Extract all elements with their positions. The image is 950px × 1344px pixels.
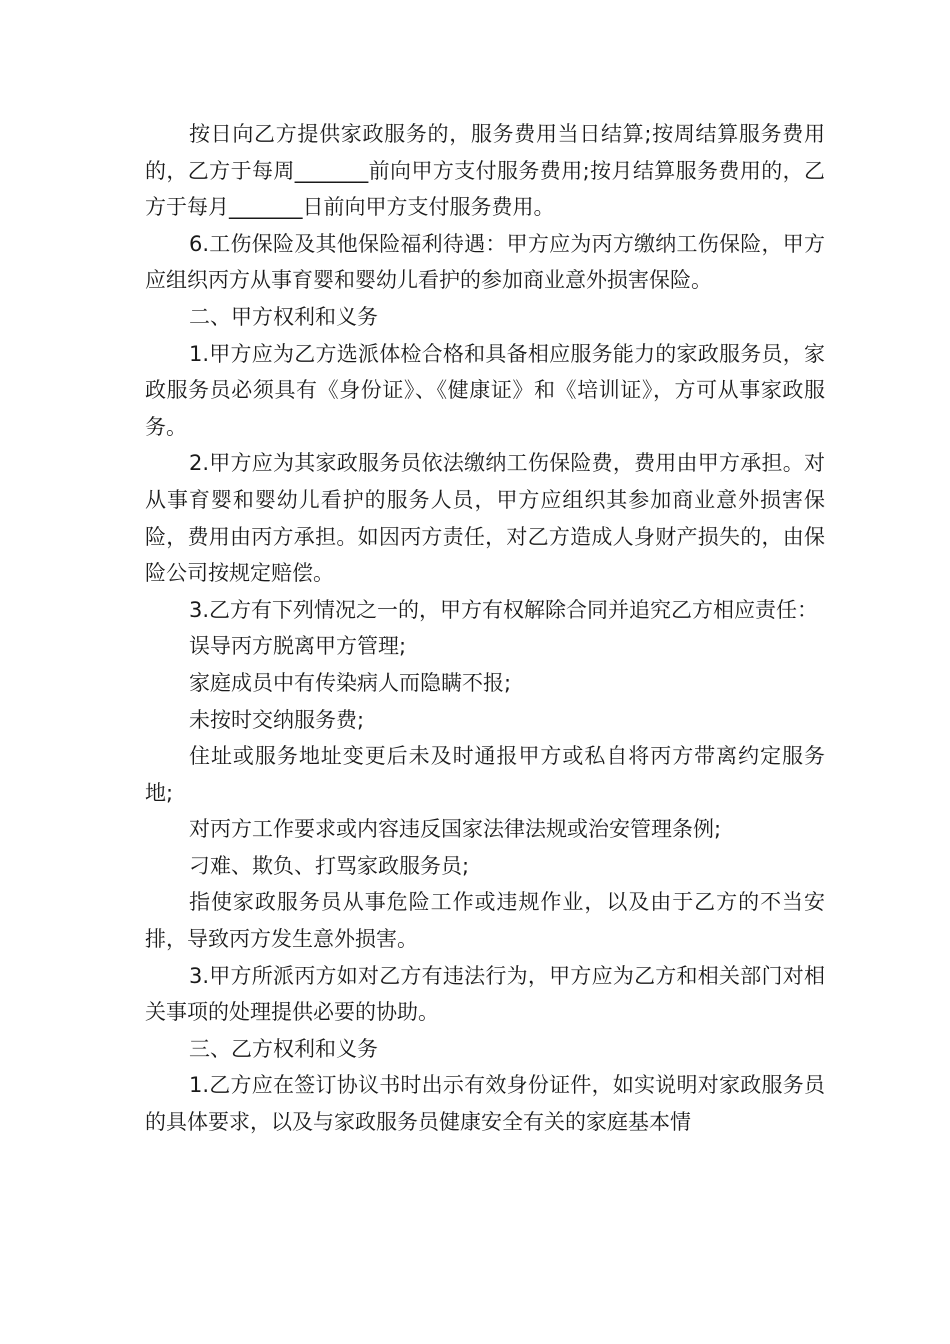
- list-item-disease: 家庭成员中有传染病人而隐瞒不报;: [189, 670, 512, 695]
- document-body: [145, 116, 825, 1141]
- list-item-abuse: 刁难、欺负、打骂家政服务员;: [189, 853, 470, 878]
- list-item-fee: 未按时交纳服务费;: [189, 707, 365, 732]
- paragraph-a-3b: 3.甲方所派丙方如对乙方有违法行为，甲方应为乙方和相关部门对相关事项的处理提供必要的协助。: [145, 963, 825, 1025]
- list-item-danger: 指使家政服务员从事危险工作或违规作业，以及由于乙方的不当安排，导致丙方发生意外损害。: [145, 890, 825, 952]
- paragraph-a-1: 1.甲方应为乙方选派体检合格和具备相应服务能力的家政服务员，家政服务员必须具有《身份证》、《健康证》和《培训证》，方可从事家政服务。: [145, 341, 825, 439]
- paragraph-settlement: 按日向乙方提供家政服务的，服务费用当日结算;按周结算服务费用的，乙方于每周_______前向甲方支付服务费用;按月结算服务费用的，乙方于每月_______日前向甲方支付服务费用。: [145, 122, 825, 220]
- section-heading-party-b: 三、乙方权利和义务: [189, 1036, 378, 1061]
- section-heading-party-a: 二、甲方权利和义务: [189, 304, 378, 329]
- list-item-mislead: 误导丙方脱离甲方管理;: [189, 634, 407, 659]
- list-item-law: 对丙方工作要求或内容违反国家法律法规或治安管理条例;: [189, 817, 722, 842]
- list-item-address: 住址或服务地址变更后未及时通报甲方或私自将丙方带离约定服务地;: [145, 744, 825, 805]
- paragraph-a-2: 2.甲方应为其家政服务员依法缴纳工伤保险费，费用由甲方承担。对从事育婴和婴幼儿看护的服务人员，甲方应组织其参加商业意外损害保险，费用由丙方承担。如因丙方责任，对乙方造成人身财产损失的，由保险公司按规定赔偿。: [145, 451, 825, 586]
- paragraph-b-1: 1.乙方应在签订协议书时出示有效身份证件，如实说明对家政服务员的具体要求，以及与家政服务员健康安全有关的家庭基本情: [145, 1073, 825, 1135]
- paragraph-a-3: 3.乙方有下列情况之一的，甲方有权解除合同并追究乙方相应责任：: [189, 597, 819, 622]
- paragraph-insurance: 6.工伤保险及其他保险福利待遇：甲方应为丙方缴纳工伤保险，甲方应组织丙方从事育婴和婴幼儿看护的参加商业意外损害保险。: [145, 231, 825, 293]
